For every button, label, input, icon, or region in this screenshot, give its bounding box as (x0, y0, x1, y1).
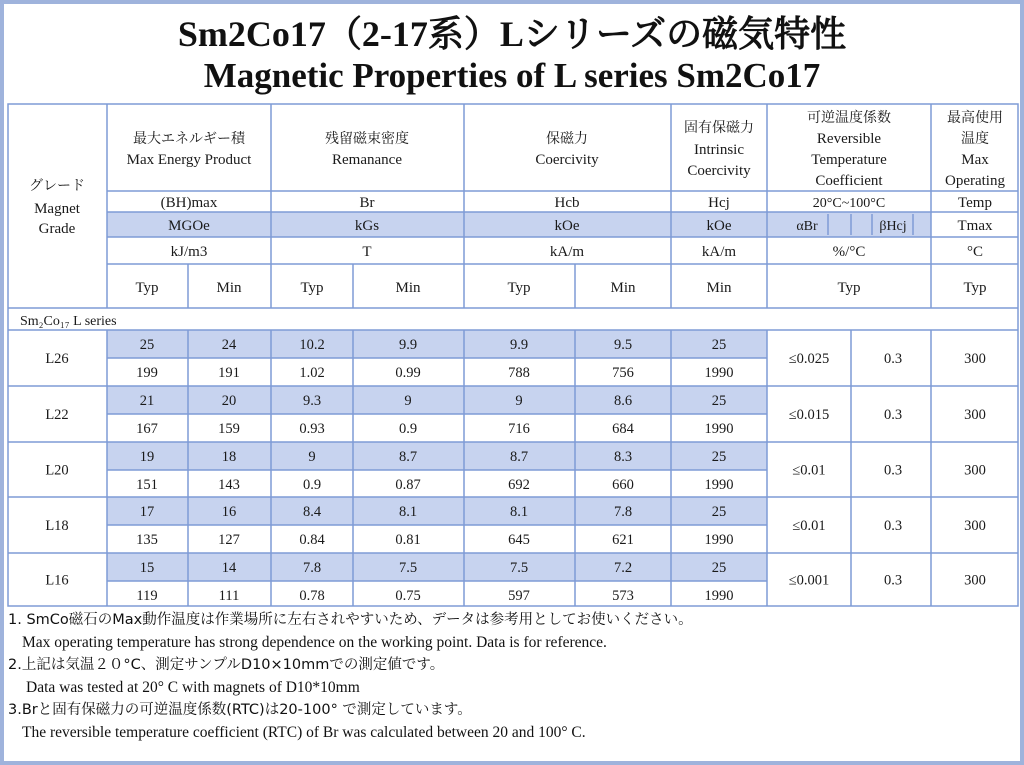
value-cell-e-typ: 21 (139, 393, 155, 409)
header-intrinsic-en1: Intrinsic (694, 142, 744, 158)
header-grade-jp: グレード (29, 178, 85, 194)
value-cell-r-typ-si: 0.78 (299, 588, 325, 604)
header-intrinsic-sym: Hcj (708, 195, 730, 211)
value-cell-e-typ-si: 119 (136, 588, 158, 604)
value-cell-r-min: 7.5 (398, 560, 418, 576)
tmax-cell: 300 (964, 572, 986, 589)
header-rtc-jp: 可逆温度係数 (807, 110, 891, 126)
value-cell-e-typ-si: 167 (136, 421, 158, 437)
value-cell-e-typ: 19 (139, 449, 155, 465)
value-cell-r-typ-si: 0.9 (302, 477, 322, 493)
value-cell-c-typ-si: 716 (508, 421, 530, 437)
header-coercivity-unit2: kA/m (549, 244, 585, 260)
header-rtc-abr: αBr (796, 219, 818, 234)
header-remanance-unit2: T (362, 244, 372, 260)
value-cell-r-min-si: 0.87 (395, 477, 421, 493)
header-coercivity-en: Coercivity (535, 152, 599, 168)
value-cell-hcj: 25 (711, 449, 727, 465)
value-cell-hcj-si: 1990 (704, 421, 734, 437)
header-rtc-unit: %/°C (832, 244, 866, 260)
value-cell-hcj-si: 1990 (704, 477, 734, 493)
value-cell-r-typ-si: 1.02 (299, 365, 325, 381)
header-remanance-sym: Br (359, 195, 375, 211)
value-cell-r-min: 8.7 (398, 449, 418, 465)
value-cell-r-typ-si: 0.93 (299, 421, 325, 437)
grade-cell: L16 (45, 572, 69, 589)
grade-cell: L18 (45, 518, 69, 534)
value-cell-c-typ: 8.7 (509, 449, 529, 465)
value-cell-r-typ: 7.8 (302, 560, 322, 576)
header-typ-energy: Typ (135, 280, 159, 296)
value-cell-c-typ: 8.1 (509, 504, 529, 520)
header-energy-en: Max Energy Product (126, 152, 252, 168)
header-typ-remanance: Typ (300, 280, 324, 296)
value-cell-c-typ-si: 645 (508, 532, 530, 548)
value-cell-e-min-si: 191 (218, 365, 240, 381)
value-cell-e-min: 16 (221, 504, 237, 520)
value-cell-e-min-si: 143 (218, 477, 240, 493)
note-3-jp: 3.Brと固有保磁力の可逆温度係数(RTC)は20-100° で測定しています。 (8, 702, 472, 718)
value-cell-c-typ-si: 597 (508, 588, 530, 604)
value-cell-c-min-si: 756 (612, 365, 634, 381)
value-cell-c-min: 7.2 (613, 560, 633, 576)
value-cell-e-typ: 17 (139, 504, 155, 520)
value-cell-r-min-si: 0.9 (398, 421, 418, 437)
title-japanese: Sm2Co17（2-17系）Lシリーズの磁気特性 (177, 14, 847, 54)
value-cell-c-min: 7.8 (613, 504, 633, 520)
title-english: Magnetic Properties of L series Sm2Co17 (203, 56, 821, 95)
value-cell-r-typ-si: 0.84 (299, 532, 325, 548)
tmax-cell: 300 (964, 462, 986, 479)
value-cell-hcj: 25 (711, 560, 727, 576)
value-cell-c-min-si: 621 (612, 532, 634, 548)
header-rtc-en1: Reversible (816, 131, 882, 147)
note-1-jp: 1. SmCo磁石のMax動作温度は作業場所に左右されやすいため、データは参考用としてお使いください。 (8, 612, 693, 628)
value-cell-hcj: 25 (711, 393, 727, 409)
header-temp-en1: Max (961, 152, 989, 168)
value-cell-hcj-si: 1990 (704, 365, 734, 381)
header-temp-sym: Tmax (957, 218, 993, 234)
header-intrinsic-jp: 固有保磁力 (684, 120, 754, 136)
tmax-cell: 300 (964, 351, 986, 367)
header-rtc-en2: Temperature (811, 152, 887, 168)
value-cell-r-min-si: 0.75 (395, 588, 421, 604)
value-cell-e-min-si: 127 (218, 532, 240, 548)
value-cell-c-typ-si: 788 (508, 365, 530, 381)
header-coercivity-unit1: kOe (554, 218, 580, 234)
header-temp-jp1: 最高使用 (947, 110, 1003, 126)
header-min-remanance: Min (395, 280, 421, 296)
header-min-intrinsic: Min (706, 280, 732, 296)
header-typ-rtc: Typ (837, 280, 861, 296)
header-remanance-en: Remanance (332, 152, 402, 168)
header-rtc-bhcj: βHcj (879, 219, 907, 234)
header-energy-unit1: MGOe (168, 218, 210, 234)
value-cell-hcj: 25 (711, 337, 727, 353)
header-temp-unit: °C (966, 244, 984, 260)
value-cell-r-min-si: 0.99 (395, 365, 421, 381)
series-label: Sm₂Co₁₇ L series (20, 314, 117, 329)
header-coercivity-jp: 保磁力 (546, 131, 588, 147)
header-typ-temp: Typ (963, 280, 987, 296)
note-2-en: Data was tested at 20° C with magnets of D10*10mm (26, 678, 360, 696)
value-cell-c-min-si: 660 (612, 477, 634, 493)
header-typ-coercivity: Typ (507, 280, 531, 296)
value-cell-e-typ-si: 135 (136, 532, 158, 548)
value-cell-e-min: 18 (221, 449, 237, 465)
value-cell-e-min: 20 (221, 393, 237, 409)
note-1-en: Max operating temperature has strong dependence on the working point. Data is for reference. (22, 633, 607, 651)
rtc-abr-cell: ≤0.01 (792, 462, 826, 479)
header-temp-jp2: 温度 (961, 131, 989, 147)
header-temp-en2: Operating (945, 173, 1005, 189)
header-min-coercivity: Min (610, 280, 636, 296)
value-cell-e-typ: 25 (139, 337, 155, 353)
value-cell-e-typ-si: 151 (136, 477, 158, 493)
tmax-cell: 300 (964, 407, 986, 423)
header-energy-unit2: kJ/m3 (170, 244, 208, 260)
header-remanance-unit1: kGs (354, 218, 380, 234)
header-grade-en2: Grade (38, 221, 76, 237)
value-cell-r-min: 9.9 (398, 337, 418, 353)
value-cell-r-typ: 9.3 (302, 393, 322, 409)
value-cell-c-typ: 7.5 (509, 560, 529, 576)
value-cell-r-typ: 10.2 (299, 337, 325, 353)
value-cell-hcj-si: 1990 (704, 532, 734, 548)
tmax-cell: 300 (964, 518, 986, 534)
header-coercivity-sym: Hcb (554, 195, 580, 211)
value-cell-c-min: 8.6 (613, 393, 633, 409)
rtc-abr-cell: ≤0.025 (788, 351, 830, 367)
value-cell-e-typ: 15 (139, 560, 155, 576)
value-cell-e-min: 14 (221, 560, 237, 576)
rtc-bhcj-cell: 0.3 (883, 518, 903, 534)
value-cell-c-min: 9.5 (613, 337, 633, 353)
header-rtc-en3: Coefficient (815, 173, 883, 189)
header-energy-sym: (BH)max (160, 195, 218, 211)
grade-cell: L20 (45, 462, 69, 479)
header-temp-en3: Temp (958, 195, 992, 211)
rtc-abr-cell: ≤0.001 (788, 572, 830, 589)
rtc-bhcj-cell: 0.3 (883, 572, 903, 589)
value-cell-r-min-si: 0.81 (395, 532, 421, 548)
value-cell-r-typ: 9 (308, 449, 316, 465)
value-cell-r-min: 8.1 (398, 504, 418, 520)
rtc-bhcj-cell: 0.3 (883, 407, 903, 423)
header-rtc-range: 20°C~100°C (812, 196, 886, 211)
value-cell-c-typ: 9 (515, 393, 523, 409)
value-cell-c-min-si: 684 (612, 421, 634, 437)
rtc-bhcj-cell: 0.3 (883, 351, 903, 367)
value-cell-c-typ: 9.9 (509, 337, 529, 353)
header-energy-jp: 最大エネルギー積 (133, 131, 245, 147)
note-3-en: The reversible temperature coefficient (RTC) of Br was calculated between 20 and 100° C. (22, 723, 586, 741)
header-intrinsic-unit1: kOe (706, 218, 732, 234)
value-cell-hcj-si: 1990 (704, 588, 734, 604)
rtc-abr-cell: ≤0.01 (792, 518, 826, 534)
header-remanance-jp: 残留磁束密度 (325, 131, 409, 147)
value-cell-e-min-si: 111 (218, 588, 240, 604)
value-cell-r-min: 9 (404, 393, 412, 409)
grade-cell: L26 (45, 351, 69, 367)
table-header (29, 109, 1005, 296)
value-cell-r-typ: 8.4 (302, 504, 322, 520)
note-2-jp: 2.上記は気温２０°C、測定サンプルD10×10mmでの測定値です。 (8, 657, 445, 673)
footnotes (8, 609, 1008, 744)
value-cell-e-typ-si: 199 (136, 365, 158, 381)
rtc-bhcj-cell: 0.3 (883, 462, 903, 479)
value-cell-hcj: 25 (711, 504, 727, 520)
value-cell-c-min: 8.3 (613, 449, 633, 465)
rtc-abr-cell: ≤0.015 (788, 407, 830, 423)
header-min-energy: Min (216, 280, 242, 296)
value-cell-c-typ-si: 692 (508, 477, 530, 493)
header-intrinsic-en2: Coercivity (687, 163, 751, 179)
value-cell-e-min-si: 159 (218, 421, 240, 437)
header-grade-en1: Magnet (34, 201, 80, 217)
value-cell-e-min: 24 (221, 337, 237, 353)
value-cell-c-min-si: 573 (612, 588, 634, 604)
grade-cell: L22 (45, 407, 69, 423)
header-intrinsic-unit2: kA/m (701, 244, 737, 260)
